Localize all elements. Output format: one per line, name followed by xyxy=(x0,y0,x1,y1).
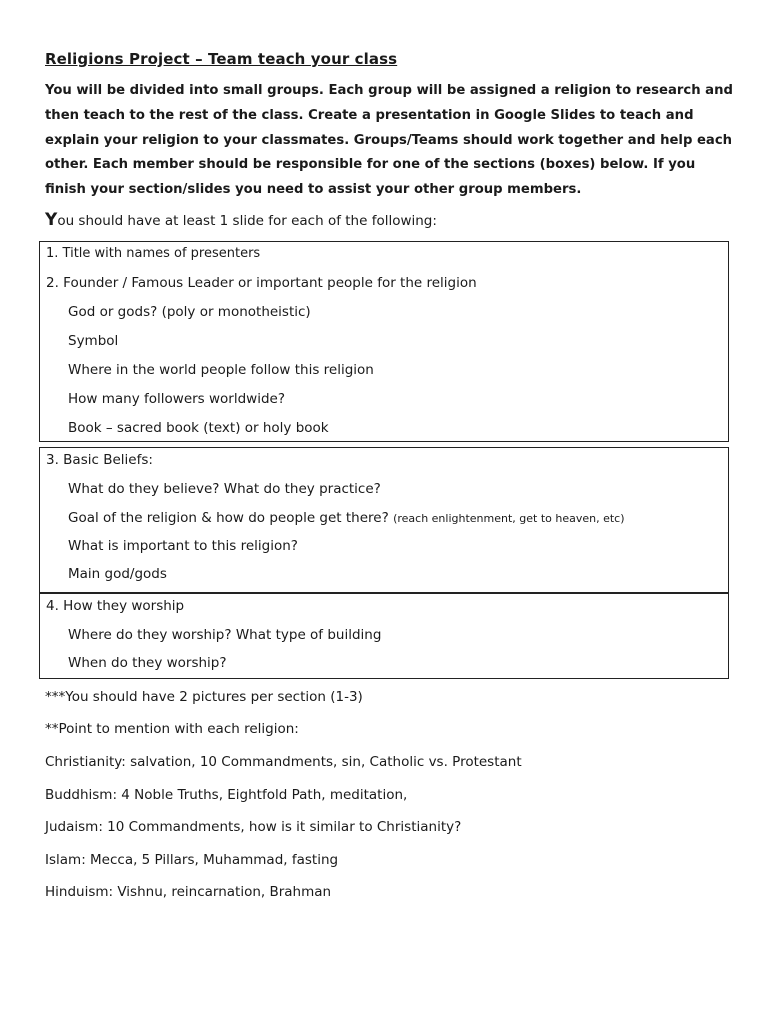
sub-item: God or gods? (poly or monotheistic) xyxy=(68,304,311,320)
item-founder: 2. Founder / Famous Leader or important people for the religion xyxy=(46,275,477,291)
religion-point-judaism: Judaism: 10 Commandments, how is it similar to Christianity? xyxy=(45,819,462,835)
sub-item xyxy=(68,510,625,526)
page-title: Religions Project – Team teach your class xyxy=(45,50,398,68)
sub-item-note: (reach enlightenment, get to heaven, etc) xyxy=(393,512,625,525)
worship-heading: 4. How they worship xyxy=(46,598,185,614)
sub-item: What do they believe? What do they practice? xyxy=(68,481,381,497)
religion-point-buddhism: Buddhism: 4 Noble Truths, Eightfold Path, meditation, xyxy=(45,787,408,803)
intro-line: other. Each member should be responsible for one of the sections (boxes) below. If you xyxy=(45,157,696,173)
religion-point-hinduism: Hinduism: Vishnu, reincarnation, Brahman xyxy=(45,884,332,900)
intro-paragraph xyxy=(45,79,735,203)
item-title-presenters: 1. Title with names of presenters xyxy=(46,246,261,261)
basic-beliefs-heading: 3. Basic Beliefs: xyxy=(46,452,153,468)
section-box-1 xyxy=(39,241,729,442)
section-box-3 xyxy=(39,593,729,679)
intro-line: explain your religion to your classmates. Groups/Teams should work together and help each xyxy=(45,132,733,148)
sub-item: Book – sacred book (text) or holy book xyxy=(68,420,329,436)
sub-item: Where do they worship? What type of building xyxy=(68,627,382,643)
sub-item: Main god/gods xyxy=(68,566,167,582)
slide-requirements-heading xyxy=(45,210,437,230)
sub-item: What is important to this religion? xyxy=(68,538,298,554)
subhead-initial: Y xyxy=(45,210,58,230)
sub-item: When do they worship? xyxy=(68,655,227,671)
intro-line: You will be divided into small groups. Each group will be assigned a religion to research and xyxy=(45,83,733,98)
sub-item: Symbol xyxy=(68,333,119,349)
sub-item: How many followers worldwide? xyxy=(68,391,286,407)
section-box-2 xyxy=(39,447,729,593)
religion-point-christianity: Christianity: salvation, 10 Commandments, sin, Catholic vs. Protestant xyxy=(45,754,522,770)
points-heading: **Point to mention with each religion: xyxy=(45,721,299,737)
intro-line: then teach to the rest of the class. Create a presentation in Google Slides to teach and xyxy=(45,107,694,123)
sub-item: Where in the world people follow this religion xyxy=(68,362,374,378)
subhead-text: ou should have at least 1 slide for each of the following: xyxy=(57,213,437,229)
pictures-note: ***You should have 2 pictures per section (1-3) xyxy=(45,689,363,705)
sub-item-main: Goal of the religion & how do people get there? xyxy=(68,510,389,526)
religion-point-islam: Islam: Mecca, 5 Pillars, Muhammad, fasting xyxy=(45,852,339,868)
intro-line: finish your section/slides you need to assist your other group members. xyxy=(45,182,582,198)
